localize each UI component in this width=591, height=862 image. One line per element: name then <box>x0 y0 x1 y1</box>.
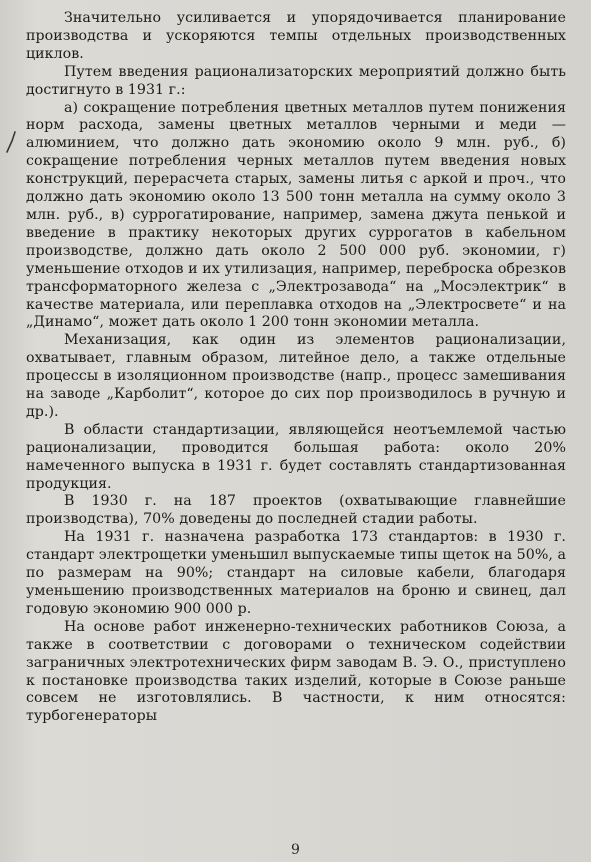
paragraph-standardization: В области стандартизации, являющейся неотъемлемой частью рационализации, проводится большая работа: около 20% намеченного выпуска в 1931 г. будет составлять стандартизованная продукция. <box>26 421 566 492</box>
paragraph-projects-1930: В 1930 г. на 187 проектов (охватывающие главнейшие производства), 70% доведены до последней стадии работы. <box>26 493 566 528</box>
margin-pencil-mark <box>4 128 18 154</box>
paragraph-standards-1931: На 1931 г. назначена разработка 173 стандартов: в 1930 г. стандарт электрощетки уменьшил выпускаемые типы щеток на 50%, а по размерам на 90%; стандарт на силовые кабели, благодаря уменьшению производственных материалов на броню и свинец, дал годовую экономию 900 000 р. <box>26 529 566 617</box>
paragraph-planning: Значительно усиливается и упорядочивается планирование производства и ускоряются темпы отдельных производственных циклов. <box>26 10 566 62</box>
paragraph-new-products: На основе работ инженерно-технических работников Союза, а также в соответствии с договорами о техническом содействии заграничных электротехнических фирм заводам В. Э. О., приступлено к постановке производства таких изделий, которые в Союзе раньше совсем не изготовлялись. В частности, к ним относятся: турбогенераторы <box>26 618 566 725</box>
body-text <box>26 10 566 726</box>
page-number: 9 <box>291 842 300 858</box>
paragraph-rationalization-intro: Путем введения рационализаторских мероприятий должно быть достигнуто в 1931 г.: <box>26 63 566 98</box>
paragraph-mechanization: Механизация, как один из элементов рационализации, охватывает, главным образом, литейное дело, а также отдельные процессы в изоляционном производстве (напр., процесс замешивания на заводе „Карболит“, которое до сих пор производилось в ручную и др.). <box>26 332 566 420</box>
paragraph-metal-savings: а) сокращение потребления цветных металлов путем понижения норм расхода, замены цветных металлов черными и меди — алюминием, что должно дать экономию около 9 млн. руб., б) сокращение потребления черных металлов путем введения новых конструкций, перерасчета старых, замены литья с аркой и проч., что должно дать экономию около 13 500 тонн металла на сумму около 3 млн. руб., в) суррогатирование, например, замена джута пенькой и введение в практику некоторых других суррогатов в кабельном производстве, должно дать около 2 500 000 руб. экономии, г) уменьшение отходов и их утилизация, например, переброска обрезков трансформаторного железа с „Электрозавода“ на „Мосэлектрик“ в качестве материала, или переплавка отходов на „Электросвете“ и на „Динамо“, может дать около 1 200 тонн экономии металла. <box>26 99 566 331</box>
